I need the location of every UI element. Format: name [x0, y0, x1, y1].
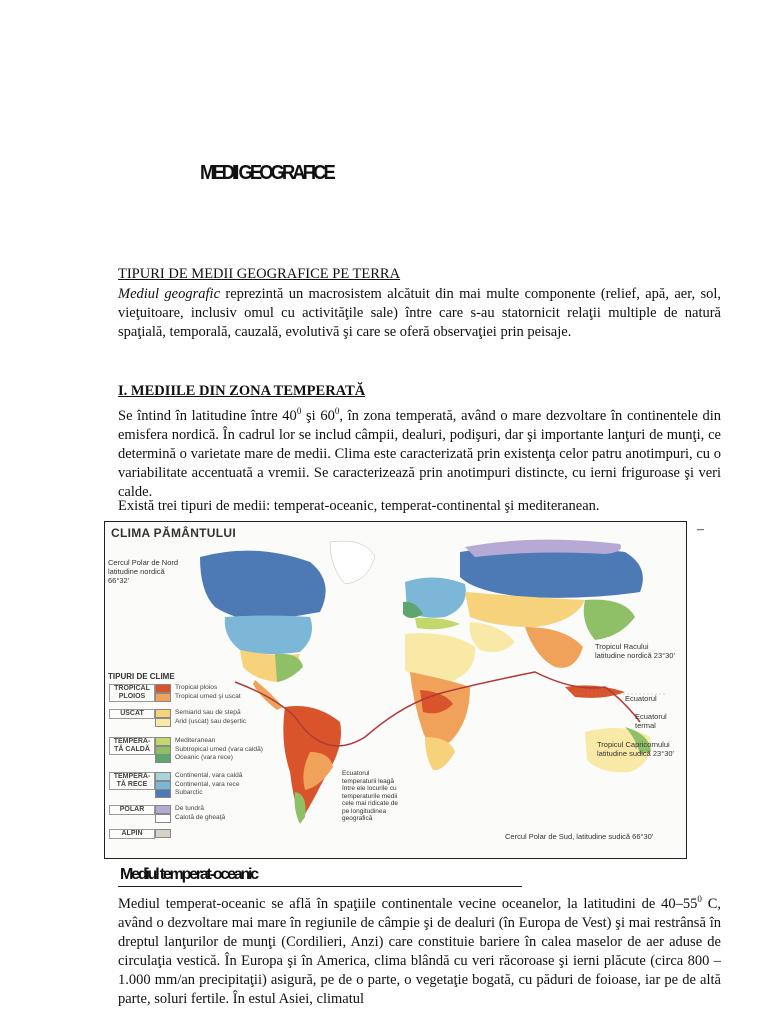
- legend-label: Continental, vara rece: [175, 780, 240, 788]
- legend-label: De tundră: [175, 805, 204, 812]
- thermal-equator-note: Ecuatorul temperaturii leagă între ele locurile cu temperaturile medii cele mai ridicate de pe longitudinea geografică: [342, 770, 398, 822]
- legend-label: Subtropical umed (vara caldă): [175, 745, 263, 753]
- section-heading-temperate: I. MEDIILE DIN ZONA TEMPERATĂ: [118, 383, 366, 399]
- legend-label: Arid (uscat) sau deşertic: [175, 717, 247, 725]
- map-title: CLIMA PĂMÂNTULUI: [111, 526, 237, 540]
- europe-south: [415, 618, 460, 629]
- north-america-subarctic: [200, 551, 326, 622]
- legend-label: Continental, vara caldă: [175, 772, 243, 779]
- legend-group-label: TEMPERA- TĂ CALDĂ: [109, 737, 155, 755]
- document-title: MEDII GEOGRAFICE: [200, 162, 333, 184]
- legend-swatch: [155, 789, 171, 798]
- legend-swatch: [155, 754, 171, 763]
- north-america-continental: [225, 616, 312, 655]
- paragraph-text: reprezintă un macrosistem alcătuit din mai multe componente (relief, apă, aer, sol, vieţuitoare, inclusiv omul cu activităţile sale) între care s-au statornicit relaţii multiple de natură spaţială, temporală, cauzală, evolutivă şi care se oferă observaţiei prin peisaje.: [118, 286, 721, 340]
- legend-group-label: TROPICAL PLOIOS: [109, 684, 155, 702]
- middle-east: [469, 622, 515, 652]
- greenland: [330, 541, 375, 584]
- legend-swatch: [155, 814, 171, 823]
- label-tropic-cancer: Tropicul Racului latitudine nordică 23°30': [595, 642, 675, 660]
- legend-group-label: ALPIN: [109, 829, 155, 839]
- sub-heading-rule: [118, 886, 522, 887]
- legend-label: Oceanic (vara rece): [175, 754, 233, 761]
- label-polar-north: Cercul Polar de Nord latitudine nordică 66°32': [108, 558, 179, 585]
- heading-tipuri: TIPURI DE MEDII GEOGRAFICE PE TERRA: [118, 266, 401, 282]
- dash-mark: –: [697, 522, 704, 537]
- legend-label: Tropical ploios: [175, 684, 218, 691]
- legend-group-label: TEMPERA- TĂ RECE: [109, 772, 155, 790]
- paragraph-oceanic: Mediul temperat-oceanic se află în spaţiile continentale vecine oceanelor, la latitudini de $40-55^0$ C, având o dezvoltare mai mare în regiunile de câmpie şi de dealuri (în Europa de Vest) şi mai restrânsă în dreptul lanţurilor de munţi (Cordilieri, Anzi) care constituie bariere în calea maselor de aer aduse de circulaţia vestică. În Europa şi în America, clima blândă cu veri răcoroase şi ierni plăcute (circa 800 – 1.000 mm/an precipitaţii) asigură, pe de o parte, o vegetaţie bogată, cu păduri de foioase, iar pe de altă parte, soluri fertile. În estul Asiei, climatul: [118, 894, 721, 1007]
- legend-group-label: USCAT: [109, 709, 155, 719]
- paragraph-temperate: Se întind în latitudine între $40^0$ şi $60^0$, în zona temperată, având o mare dezvoltare în continentele din emisfera nordică. În cadrul lor se includ câmpii, dealuri, podişuri, dar şi importante lanţuri de munţi, ce determină o varietate mare de medii. Clima este caracterizată prin existenţa celor patru anotimpuri, cu o variabilitate accentuată a vremii. Se caracterizează prin anotimpuri distincte, cu ierni friguroase şi veri calde.: [118, 406, 721, 500]
- label-thermal-equator: Ecuatorul termal: [635, 712, 667, 730]
- legend-group-label: POLAR: [109, 805, 155, 815]
- label-tropic-capricorn: Tropicul Capricornului latitudine sudică 23°30': [597, 740, 674, 758]
- sub-heading-oceanic: Mediul temperat-oceanic: [120, 866, 258, 883]
- legend-swatch: [155, 829, 171, 838]
- asia-south: [525, 627, 583, 668]
- central-america: [253, 680, 283, 710]
- paragraph-text: Se întind în latitudine între 40: [118, 407, 297, 424]
- paragraph-text: Mediul temperat-oceanic se află în spaţiile continentale vecine oceanelor, la latitudini de 40–55: [118, 895, 698, 912]
- legend-label: Tropical umed şi uscat: [175, 692, 241, 700]
- legend-swatch: [155, 718, 171, 727]
- label-equator: Ecuatorul: [625, 694, 657, 703]
- label-polar-south: Cercul Polar de Sud, latitudine sudică 66°30': [505, 832, 654, 841]
- paragraph-mediul-geografic: [118, 285, 721, 342]
- legend-swatch: [155, 693, 171, 702]
- legend-title: TIPURI DE CLIME: [108, 672, 175, 681]
- asia-east: [584, 600, 635, 640]
- italic-term: Mediul geografic: [118, 286, 221, 302]
- legend-label: Semiarid sau de stepă: [175, 709, 241, 716]
- legend-label: Calotă de gheaţă: [175, 813, 226, 821]
- north-america-humid: [275, 654, 303, 682]
- legend-label: Mediteranean: [175, 737, 216, 744]
- climate-map: [104, 521, 687, 859]
- paragraph-types: Există trei tipuri de medii: temperat-oceanic, temperat-continental şi mediteranean.: [118, 498, 600, 514]
- africa-south: [425, 737, 455, 770]
- legend-label: Subarctic: [175, 789, 203, 796]
